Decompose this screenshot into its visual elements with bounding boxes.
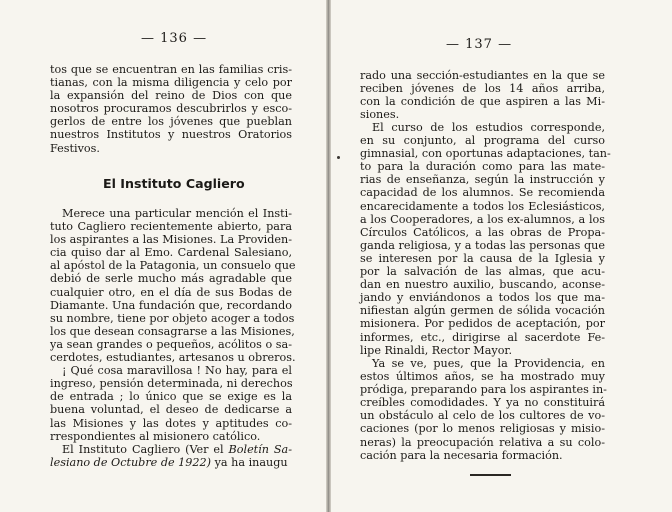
text-line: lipe Rinaldi, Rector Mayor. — [360, 343, 513, 357]
page-number-left: — 136 — — [141, 31, 208, 46]
text-line: Círculos Católicos, a las obras de Propa- — [360, 225, 605, 239]
text-line: cerdotes, estudiantes, artesanos u obreros. — [50, 351, 296, 365]
text-line: rrespondientes al misionero católico. — [50, 429, 261, 443]
text-line: encarecidamente a todos los Eclesiásticos, — [360, 199, 605, 213]
text-run: ya ha inaugu — [211, 455, 288, 469]
text-line: en su conjunto, al programa del curso — [360, 134, 605, 148]
text-line: cia quiso dar al Emo. Cardenal Salesiano, — [50, 246, 292, 260]
left-page — [0, 0, 327, 512]
text-line: ya sean grandes o pequeños, acólitos o sa- — [50, 337, 292, 351]
text-line: tuto Cagliero recientemente abierto, para — [50, 220, 292, 234]
text-line: estos últimos años, se ha mostrado muy — [360, 370, 605, 384]
text-line: nifiestan algún germen de sólida vocación — [360, 304, 605, 318]
ink-spot — [337, 156, 340, 159]
right-page — [331, 0, 672, 512]
text-line: los que desean consagrarse a las Misiones, — [50, 324, 295, 338]
text-line: gerlos de entre los jóvenes que pueblan — [50, 115, 292, 129]
text-line: misionera. Por pedidos de aceptación, por — [360, 317, 605, 331]
right-paragraph-1 — [360, 69, 605, 121]
text-line: informes, etc., dirigirse al sacerdote Fe- — [360, 330, 605, 344]
text-line: de entrada ; lo único que se exige es la — [50, 390, 292, 404]
text-line: la expansión del reino de Dios con que — [50, 89, 292, 103]
page-number-right: — 137 — — [446, 37, 513, 52]
right-paragraph-3 — [360, 357, 605, 462]
text-line: Ya se ve, pues, que la Providencia, en — [372, 357, 605, 370]
text-line: ingreso, pensión determinada, ni derechos — [50, 377, 293, 391]
text-run: El Instituto Cagliero (Ver el — [62, 442, 229, 456]
text-line: pródiga, preparando para los aspirantes in- — [360, 383, 607, 397]
text-line: Festivos. — [50, 141, 100, 155]
text-line: creíbles comodidades. Y ya no constituirá — [360, 396, 605, 410]
closing-rule — [470, 474, 511, 476]
text-line: nosotros procuramos descubrirlos y esco- — [50, 102, 292, 116]
right-paragraph-2 — [360, 121, 611, 357]
text-line: al apóstol de la Patagonia, un consuelo que — [50, 259, 296, 273]
text-line: tos que se encuentran en las familias cris- — [50, 63, 292, 76]
text-line: siones. — [360, 108, 400, 122]
text-line: nuestros Institutos y nuestros Oratorios — [50, 128, 292, 142]
text-line: to para la duración como para las mate- — [360, 160, 605, 174]
text-line: debió de serle mucho más agradable que — [50, 272, 292, 286]
text-line: las Misiones y las dotes y aptitudes co- — [50, 416, 292, 430]
text-line: los aspirantes a las Misiones. La Providen- — [50, 233, 292, 247]
text-line: tianas, con la misma diligencia y celo por — [50, 76, 292, 90]
text-line: rias de enseñanza, según la instrucción y — [360, 173, 605, 187]
text-line — [50, 443, 292, 456]
italic-title: Boletín Sa- — [228, 442, 292, 456]
text-line — [50, 456, 292, 469]
left-paragraph-1 — [50, 63, 292, 155]
text-line: reciben jóvenes de los 14 años arriba, — [360, 82, 605, 96]
text-line: capacidad de los alumnos. Se recomienda — [360, 186, 605, 200]
italic-title: lesiano de Octubre de 1922) — [50, 455, 212, 469]
text-line: dan en nuestro auxilio, buscando, aconse- — [360, 278, 605, 292]
text-line: un obstáculo al celo de los cultores de vo- — [360, 409, 605, 423]
section-heading: El Instituto Cagliero — [103, 176, 245, 191]
text-line: cualquier otro, en el día de sus Bodas de — [50, 285, 292, 299]
text-line: ¡ Qué cosa maravillosa ! No hay, para el — [62, 364, 292, 378]
text-line: se interesen por la causa de la Iglesia y — [360, 251, 605, 265]
text-line: Diamante. Una fundación que, recordando — [50, 298, 292, 312]
text-line: gimnasial, con oportunas adaptaciones, tan- — [360, 147, 611, 161]
text-line: por la salvación de las almas, que acu- — [360, 265, 605, 279]
text-line: a los Cooperadores, a los ex-alumnos, a los — [360, 212, 605, 226]
text-line: con la condición de que aspiren a las Mi- — [360, 95, 605, 109]
text-line: rado una sección-estudiantes en la que se — [360, 69, 605, 82]
text-line: caciones (por lo menos religiosas y misio- — [360, 422, 605, 436]
left-paragraph-2 — [50, 207, 296, 469]
text-line: jando y enviándonos a todos los que ma- — [360, 291, 605, 305]
text-line: su nombre, tiene por objeto acoger a todos — [50, 311, 295, 325]
text-line: El curso de los estudios corresponde, — [372, 121, 605, 134]
text-line: Merece una particular mención el Insti- — [62, 207, 292, 220]
text-line: neras) la preocupación relativa a su colo- — [360, 435, 605, 449]
text-line: ganda religiosa, y a todas las personas que — [360, 238, 605, 252]
text-line: buena voluntad, el deseo de dedicarse a — [50, 403, 292, 417]
text-line: cación para la necesaria formación. — [360, 448, 563, 462]
